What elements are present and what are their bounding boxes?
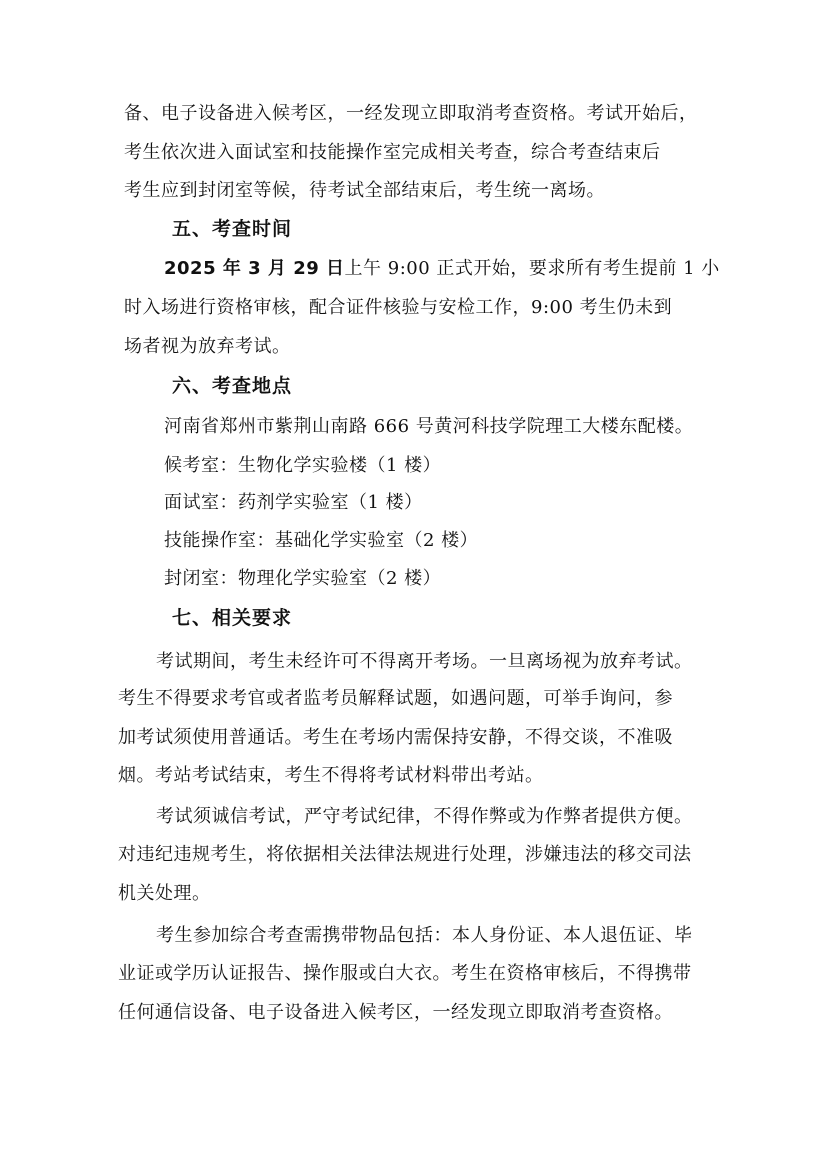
time-line-2: 时入场进行资格审核，配合证件核验与安检工作，9:00 考生仍未到 [124, 297, 673, 318]
room-skills: 技能操作室：基础化学实验室（2 楼） [164, 530, 479, 551]
req-p3-line-2: 业证或学历认证报告、操作服或白大衣。考生在资格审核后，不得携带 [118, 963, 692, 984]
req-p3-line-3: 任何通信设备、电子设备进入候考区，一经发现立即取消考查资格。 [118, 1002, 673, 1023]
time-line-3: 场者视为放弃考试。 [124, 336, 291, 357]
req-p3-line-1: 考生参加综合考查需携带物品包括：本人身份证、本人退伍证、毕 [156, 925, 693, 946]
req-p1-line-1: 考试期间，考生未经许可不得离开考场。一旦离场视为放弃考试。 [156, 651, 693, 672]
room-waiting: 候考室：生物化学实验楼（1 楼） [164, 455, 442, 476]
address-line: 河南省郑州市紫荆山南路 666 号黄河科技学院理工大楼东配楼。 [164, 416, 694, 437]
room-closed: 封闭室：物理化学实验室（2 楼） [164, 568, 442, 589]
req-p2-line-1: 考试须诚信考试，严守考试纪律，不得作弊或为作弊者提供方便。 [156, 806, 693, 827]
req-p1-line-3: 加考试须使用普通话。考生在考场内需保持安静，不得交谈，不准吸 [118, 727, 673, 748]
req-p2-line-3: 机关处理。 [118, 883, 211, 904]
req-p1-line-4: 烟。考站考试结束，考生不得将考试材料带出考站。 [118, 765, 544, 786]
time-line-1 [164, 258, 720, 280]
intro-line-3: 考生应到封闭室等候，待考试全部结束后，考生统一离场。 [124, 180, 605, 201]
intro-line-2: 考生依次进入面试室和技能操作室完成相关考查，综合考查结束后 [124, 142, 661, 163]
req-p1-line-2: 考生不得要求考官或者监考员解释试题，如遇问题，可举手询问，参 [118, 688, 673, 709]
exam-date: 2025 年 3 月 29 日 [164, 258, 345, 279]
section-heading-time: 五、考查时间 [172, 218, 293, 240]
time-line-1-rest: 上午 9:00 正式开始，要求所有考生提前 1 小 [344, 258, 720, 279]
room-interview: 面试室：药剂学实验室（1 楼） [164, 492, 423, 513]
req-p2-line-2: 对违纪违规考生，将依据相关法律法规进行处理，涉嫌违法的移交司法 [118, 844, 692, 865]
section-heading-requirements: 七、相关要求 [172, 607, 293, 629]
section-heading-location: 六、考查地点 [172, 375, 293, 397]
intro-line-1: 备、电子设备进入候考区，一经发现立即取消考查资格。考试开始后， [124, 103, 698, 124]
